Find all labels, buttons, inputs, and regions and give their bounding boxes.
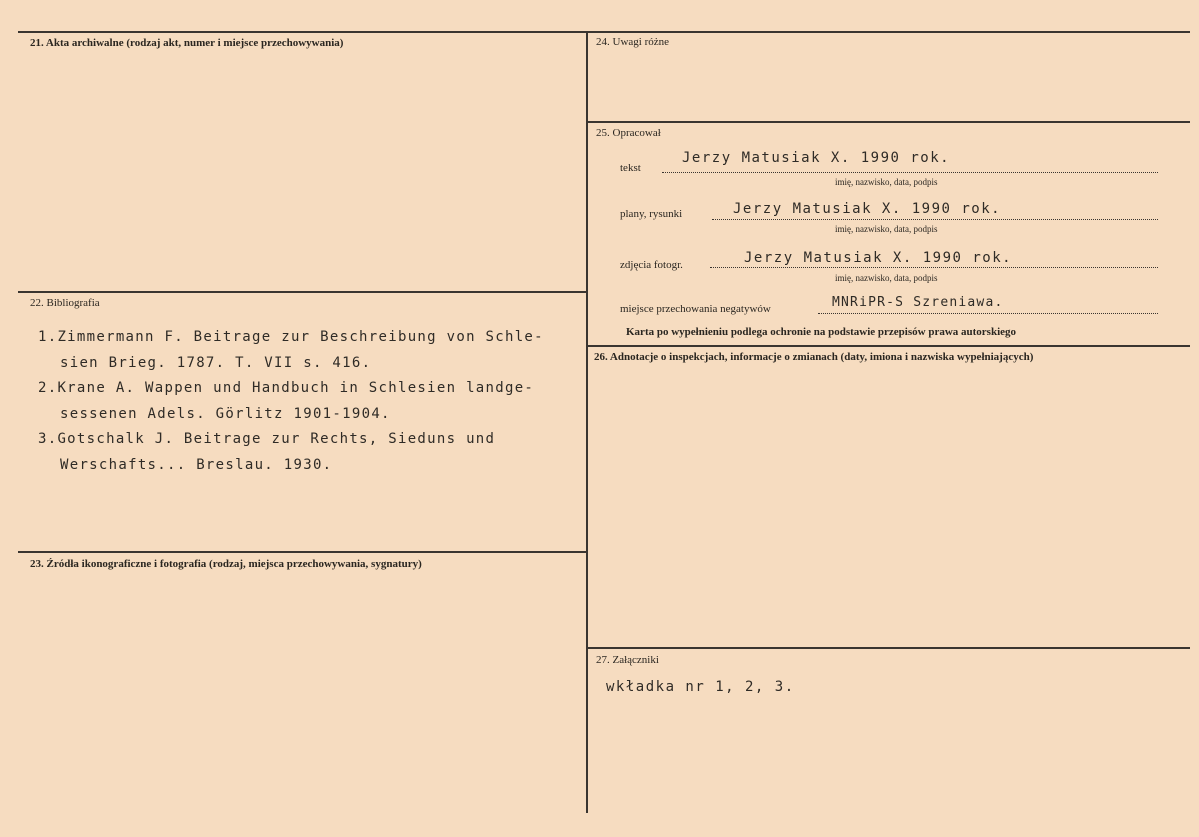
section-22-label: 22. Bibliografia — [30, 297, 100, 309]
divider-24-25 — [587, 121, 1190, 123]
tekst-value: Jerzy Matusiak X. 1990 rok. — [682, 150, 951, 166]
zdjecia-value: Jerzy Matusiak X. 1990 rok. — [744, 250, 1013, 266]
divider-26-27 — [587, 647, 1190, 649]
tekst-caption: imię, nazwisko, data, podpis — [835, 177, 938, 187]
divider-22-23 — [18, 551, 587, 553]
negatywy-dotted-line — [818, 313, 1158, 314]
section-21-label: 21. Akta archiwalne (rodzaj akt, numer i miejsce przechowywania) — [30, 37, 344, 49]
top-border-line — [18, 31, 1190, 33]
section-27-label: 27. Załączniki — [596, 654, 659, 666]
plany-label: plany, rysunki — [620, 208, 683, 220]
plany-caption: imię, nazwisko, data, podpis — [835, 224, 938, 234]
section-24-label: 24. Uwagi różne — [596, 36, 670, 48]
section-26-label: 26. Adnotacje o inspekcjach, informacje o zmianach (daty, imiona i nazwiska wypełniających) — [594, 351, 1034, 363]
negatywy-label: miejsce przechowania negatywów — [620, 303, 771, 315]
plany-value: Jerzy Matusiak X. 1990 rok. — [733, 201, 1002, 217]
bibliography-list — [38, 325, 578, 478]
divider-21-22 — [18, 291, 587, 293]
bibliography-entry-1: 1.Zimmermann F. Beitrage zur Beschreibung von Schle- — [38, 329, 544, 345]
plany-dotted-line — [712, 219, 1158, 220]
bibliography-entry-2-cont: sessenen Adels. Görlitz 1901-1904. — [60, 405, 391, 422]
bibliography-entry-3: 3.Gotschalk J. Beitrage zur Rechts, Sieduns und — [38, 431, 496, 447]
bibliography-entry-3-cont: Werschafts... Breslau. 1930. — [60, 456, 333, 473]
attachments-value: wkładka nr 1, 2, 3. — [606, 679, 795, 695]
copyright-notice: Karta po wypełnieniu podlega ochronie na podstawie przepisów prawa autorskiego — [626, 326, 1017, 338]
tekst-dotted-line — [662, 172, 1158, 173]
section-25-label: 25. Opracował — [596, 127, 661, 139]
center-divider-line — [586, 31, 588, 813]
zdjecia-label: zdjęcia fotogr. — [620, 259, 683, 271]
divider-25-26 — [587, 345, 1190, 347]
bibliography-entry-2: 2.Krane A. Wappen und Handbuch in Schlesien landge- — [38, 380, 535, 396]
tekst-label: tekst — [620, 162, 641, 174]
bibliography-entry-1-cont: sien Brieg. 1787. T. VII s. 416. — [60, 354, 372, 371]
section-23-label: 23. Źródła ikonograficzne i fotografia (rodzaj, miejsca przechowywania, sygnatury) — [30, 558, 422, 570]
negatywy-value: MNRiPR-S Szreniawa. — [832, 295, 1004, 310]
zdjecia-dotted-line — [710, 267, 1158, 268]
zdjecia-caption: imię, nazwisko, data, podpis — [835, 273, 938, 283]
